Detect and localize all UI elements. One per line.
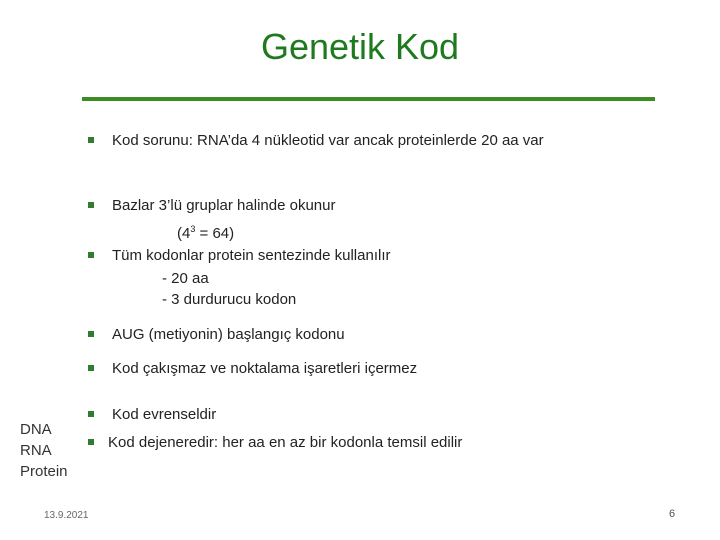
side-label-protein: Protein <box>20 463 68 480</box>
bullet-item <box>88 405 216 425</box>
formula-text: $(4^3 = 64)$ <box>177 224 235 242</box>
sub-item: - 3 durdurucu kodon <box>162 291 297 308</box>
bullet-marker <box>88 365 94 371</box>
bullet-item <box>88 433 462 453</box>
bullet-item <box>88 131 544 151</box>
bullet-item <box>88 246 390 266</box>
bullet-text: Kod dejeneredir: her aa en az bir kodonla temsil edilir <box>108 434 463 451</box>
bullet-marker <box>88 331 94 337</box>
slide-title: Genetik Kod <box>260 26 460 67</box>
bullet-item <box>88 325 345 345</box>
bullet-item <box>88 359 417 379</box>
footer-date: 13.9.2021 <box>44 510 89 521</box>
bullet-item <box>88 196 335 216</box>
title-underline <box>82 97 655 101</box>
page-number: 6 <box>669 508 676 520</box>
bullet-marker <box>88 137 94 143</box>
bullet-marker <box>88 439 94 445</box>
bullet-text: Kod evrenseldir <box>112 406 217 423</box>
bullet-marker <box>88 411 94 417</box>
bullet-text: AUG (metiyonin) başlangıç kodonu <box>112 326 345 343</box>
side-label-dna: DNA <box>20 421 52 438</box>
side-label-rna: RNA <box>20 442 52 459</box>
side-labels <box>20 419 68 482</box>
bullet-text: Bazlar 3’lü gruplar halinde okunur <box>112 197 336 214</box>
bullet-text: Tüm kodonlar protein sentezinde kullanılır <box>112 247 391 264</box>
bullet-text: Kod sorunu: RNA’da 4 nükleotid var ancak proteinlerde 20 aa var <box>112 132 544 149</box>
sub-item: - 20 aa <box>162 270 209 287</box>
bullet-marker <box>88 252 94 258</box>
bullet-marker <box>88 202 94 208</box>
bullet-text: Kod çakışmaz ve noktalama işaretleri içermez <box>112 360 418 377</box>
